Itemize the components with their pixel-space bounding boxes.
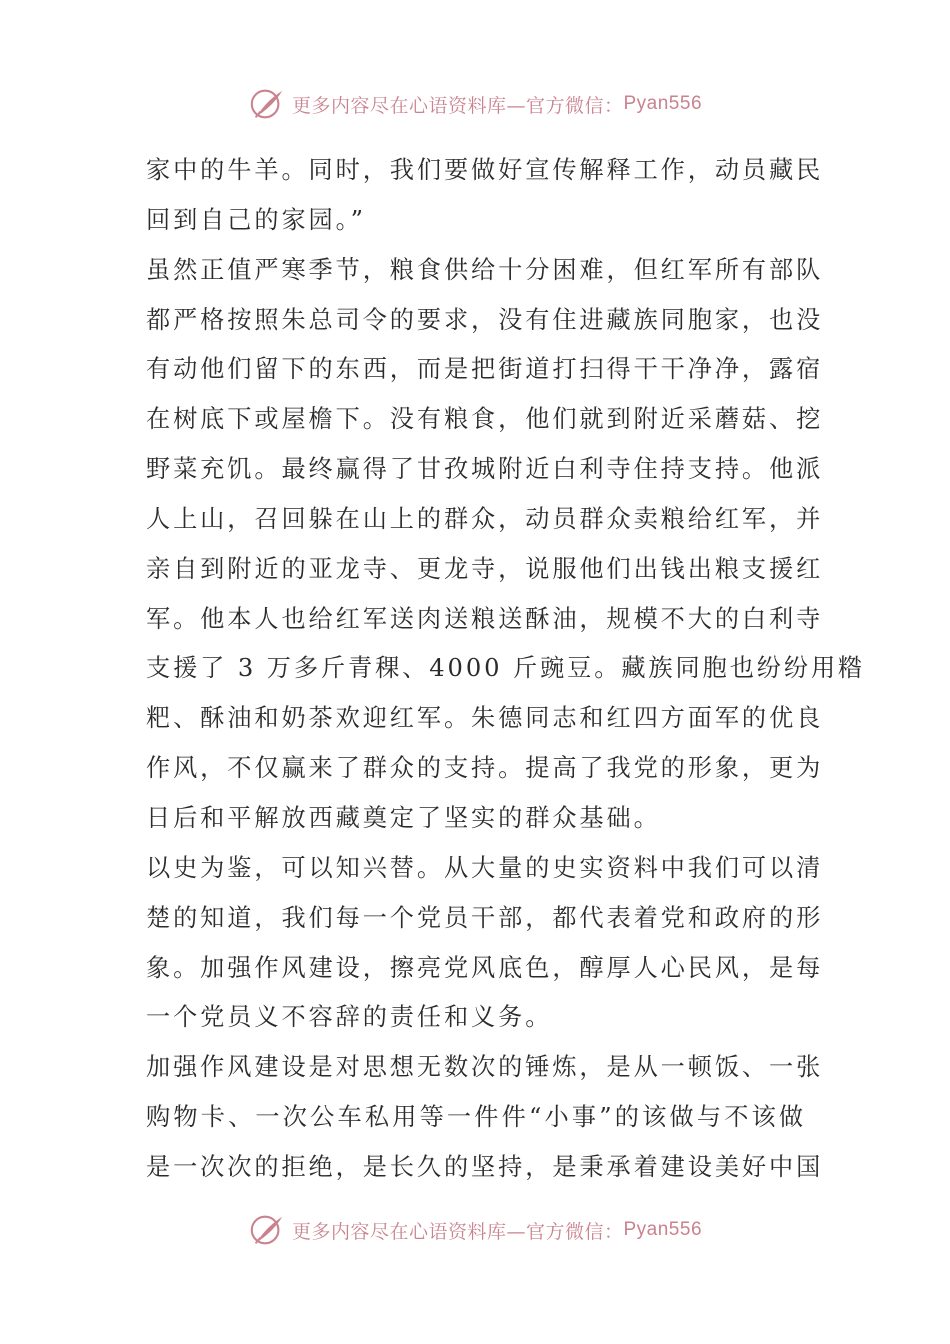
text-line: 粑、酥油和奶茶欢迎红军。朱德同志和红四方面军的优良 [146, 704, 824, 733]
header-banner [0, 84, 950, 124]
text-line: 在树底下或屋檐下。没有粮食，他们就到附近采蘑菇、挖 [146, 405, 824, 434]
paragraph [146, 1043, 824, 1193]
footer-wechat-id: Pyan556 [623, 1219, 703, 1240]
text-line: 支援了 3 万多斤青稞、4000 斤豌豆。藏族同胞也纷纷用糌 [146, 654, 866, 683]
text-line: 军。他本人也给红军送肉送粮送酥油，规模不大的白利寺 [146, 604, 824, 633]
text-line: 象。加强作风建设，擦亮党风底色，醇厚人心民风，是每 [146, 953, 824, 982]
text-line: 一个党员义不容辞的责任和义务。 [146, 1003, 553, 1032]
footer-banner [0, 1210, 950, 1250]
text-line: 是一次次的拒绝，是长久的坚持，是秉承着建设美好中国 [146, 1152, 824, 1181]
text-line: 都严格按照朱总司令的要求，没有住进藏族同胞家，也没 [146, 305, 824, 334]
text-line: 虽然正值严寒季节，粮食供给十分困难，但红军所有部队 [146, 255, 824, 284]
text-line: 购物卡、一次公车私用等一件件“小事”的该做与不该做 [146, 1103, 806, 1132]
paragraph [146, 246, 866, 844]
text-line: 作风，不仅赢来了群众的支持。提高了我党的形象，更为 [146, 754, 824, 783]
text-line: 亲自到附近的亚龙寺、更龙寺，说服他们出钱出粮支援红 [146, 554, 824, 583]
text-line: 加强作风建设是对思想无数次的锤炼，是从一顿饭、一张 [146, 1053, 824, 1082]
header-banner-text [292, 91, 702, 118]
header-wechat-id: Pyan556 [623, 93, 703, 114]
text-line: 野菜充饥。最终赢得了甘孜城附近白利寺住持支持。他派 [146, 455, 824, 484]
text-line: 有动他们留下的东西，而是把街道打扫得干干净净，露宿 [146, 355, 824, 384]
header-banner-label: 更多内容尽在心语资料库—官方微信： [291, 94, 624, 117]
quill-pen-circle-icon [248, 1211, 286, 1249]
footer-banner-label: 更多内容尽在心语资料库—官方微信： [291, 1220, 624, 1243]
footer-banner-text [292, 1217, 702, 1244]
text-line: 以史为鉴，可以知兴替。从大量的史实资料中我们可以清 [146, 853, 824, 882]
text-line: 家中的牛羊。同时，我们要做好宣传解释工作，动员藏民 [146, 156, 824, 184]
paragraph [146, 146, 824, 246]
text-line: 日后和平解放西藏奠定了坚实的群众基础。 [146, 803, 661, 832]
paragraph [146, 844, 824, 1043]
text-line: 楚的知道，我们每一个党员干部，都代表着党和政府的形 [146, 903, 824, 932]
quill-pen-circle-icon [248, 85, 286, 123]
text-line: 人上山，召回躲在山上的群众，动员群众卖粮给红军，并 [146, 504, 824, 533]
document-body [146, 146, 866, 1193]
text-line: 回到自己的家园。” [146, 205, 366, 234]
